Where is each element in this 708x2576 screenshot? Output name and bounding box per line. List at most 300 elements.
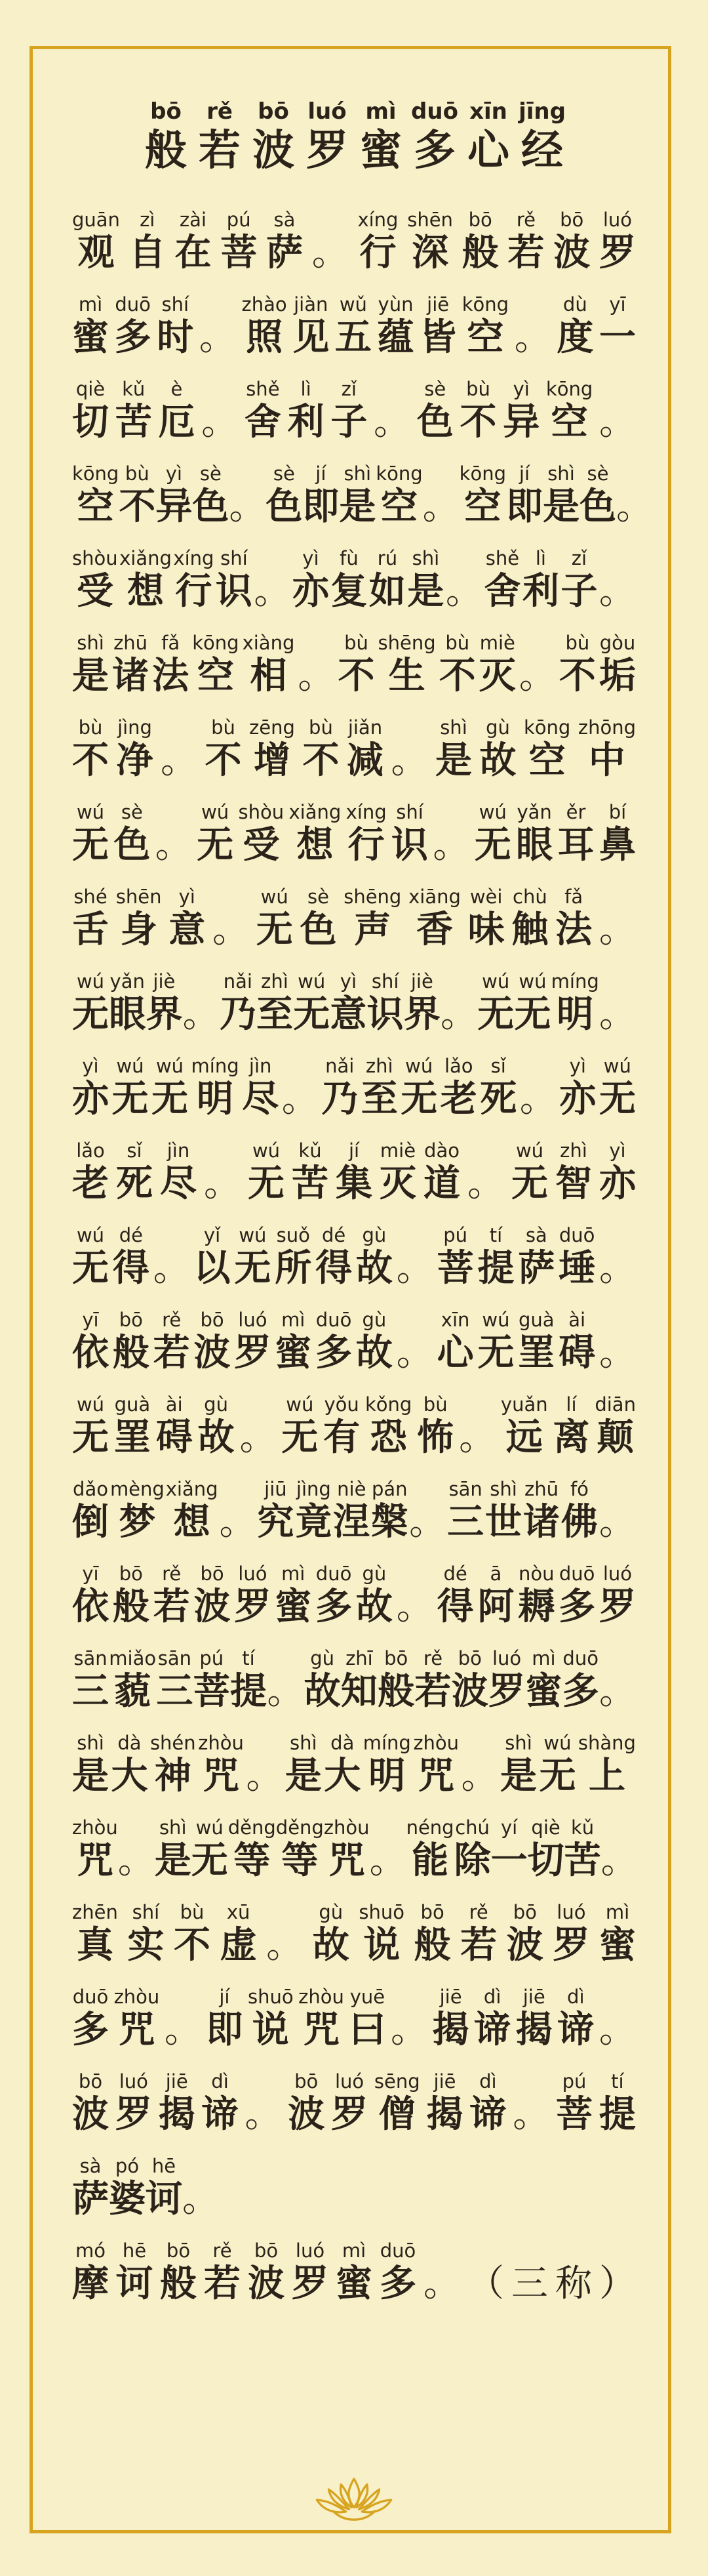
hanzi-cell [599,630,636,697]
hanzi-cell [152,630,189,697]
sutra-line [72,292,636,359]
hanzi-cell [500,1730,537,1797]
pinyin-syllable: bō [200,1563,224,1585]
hanzi-char: 罗 [292,2262,328,2305]
hanzi-char: 三 [511,2262,548,2305]
pinyin-syllable: yǐ [203,1224,221,1246]
hanzi-char: 梦 [119,1501,156,1544]
pinyin-syllable: mì [78,293,103,316]
hanzi-char: 亦 [559,1078,597,1120]
hanzi-char: 故 [355,1332,393,1374]
pinyin-syllable: jiē [439,1986,462,2008]
hanzi-char: 行 [175,570,212,613]
pinyin-syllable: diān [595,1393,636,1416]
hanzi-cell [518,1561,555,1628]
pinyin-syllable: mì [605,1901,630,1923]
hanzi-cell [194,1561,231,1628]
hanzi-cell [111,1730,148,1797]
hanzi-char: 涅 [333,1501,370,1544]
pinyin-syllable: mó [75,2239,106,2262]
hanzi-cell [220,1900,257,1967]
hanzi-cell [599,2238,636,2305]
hanzi-char: 萨 [518,1247,555,1290]
hanzi-char: 神 [154,1755,191,1797]
hanzi-char: 明 [368,1755,406,1797]
pinyin-syllable: shuō [359,1901,405,1923]
pinyin-syllable: bō [420,1901,444,1923]
pinyin-syllable: tí [489,1224,503,1246]
pinyin-syllable [614,1646,620,1671]
pinyin-syllable: wú [298,970,326,992]
hanzi-char: 舍 [484,570,521,613]
sutra-line [72,969,636,1036]
punctuation-cell [266,1900,303,1967]
hanzi-char: 识 [215,570,252,613]
hanzi-cell [204,2238,241,2305]
hanzi-cell [423,1138,460,1205]
hanzi-cell [110,1477,165,1544]
hanzi-cell [551,969,599,1036]
hanzi-cell [599,1561,636,1628]
pinyin-syllable [214,292,220,317]
hanzi-cell [516,800,553,867]
hanzi-char: 灭 [479,655,516,697]
hanzi-char: 若 [507,232,545,274]
hanzi-char: 多 [315,1585,353,1628]
hanzi-cell [578,715,636,782]
hanzi-char: 切 [527,1839,564,1882]
punctuation-cell [599,1307,636,1374]
hanzi-char: 怖 [417,1416,454,1459]
pinyin-syllable: wú [76,1393,105,1416]
hanzi-cell [192,630,239,697]
pinyin-syllable: zhòu [198,1732,244,1754]
sutra-line [72,546,636,613]
pinyin-syllable: wú [603,1055,631,1077]
punctuation-cell [155,800,192,867]
hanzi-cell [193,97,246,176]
pinyin-syllable: zhī [345,1647,373,1669]
hanzi-cell [72,461,119,528]
pinyin-syllable [219,1138,225,1163]
hanzi-cell [168,884,205,951]
hanzi-cell [116,1138,153,1205]
punctuation-cell [515,292,551,359]
hanzi-cell [234,1223,271,1290]
pinyin-syllable: sà [273,209,296,231]
pinyin-syllable: hē [122,2239,147,2262]
hanzi-cell [523,1477,560,1544]
pinyin-syllable: sān [448,1478,482,1500]
pinyin-syllable: jiē [433,2070,456,2093]
hanzi-cell [266,207,303,274]
pinyin-syllable: zhì [261,970,288,992]
pinyin-syllable: kōng [545,378,593,400]
hanzi-char: 意 [330,993,367,1036]
pinyin-syllable: tí [611,2070,624,2093]
hanzi-cell [113,1223,149,1290]
pinyin-syllable: ā [490,1563,502,1585]
hanzi-char: 得 [112,1247,149,1290]
punctuation-cell [459,1392,496,1459]
hanzi-cell [420,292,456,359]
pinyin-syllable: kǔ [570,1816,595,1839]
hanzi-cell [315,1223,352,1290]
hanzi-char: （ [467,2262,504,2305]
hanzi-cell [266,461,302,528]
hanzi-char: 界 [403,993,441,1036]
hanzi-char: 度 [557,316,594,359]
hanzi-char: 咒 [418,1755,455,1797]
sutra-line [72,2154,636,2220]
hanzi-cell [202,2069,239,2136]
pinyin-syllable: dé [321,1224,346,1246]
pinyin-syllable [269,546,275,571]
pinyin-syllable: shì [344,462,372,485]
pinyin-syllable: shēn [115,886,162,908]
hanzi-char: 。 [267,1670,304,1713]
hanzi-cell [242,1053,279,1120]
hanzi-char: 色 [300,909,337,951]
sutra-line [72,1477,636,1544]
pinyin-syllable: sān [73,1647,108,1669]
hanzi-char: 是 [500,1755,537,1797]
hanzi-char: 虚 [220,1924,257,1967]
hanzi-cell [191,1053,239,1120]
hanzi-char: 色 [266,485,303,528]
hanzi-cell [160,1138,197,1205]
pinyin-syllable: jīng [519,98,566,125]
pinyin-syllable: shě [246,378,280,400]
hanzi-cell [72,969,109,1036]
sutra-line [72,461,653,528]
hanzi-cell [72,2238,109,2305]
pinyin-syllable: pú [199,1647,224,1669]
hanzi-cell [578,1730,636,1797]
sutra-line [72,800,636,867]
pinyin-syllable: duō [115,293,151,316]
hanzi-char: 不 [72,739,109,782]
hanzi-cell [243,630,295,697]
hanzi-char: 乃 [219,993,256,1036]
hanzi-cell [407,546,444,613]
hanzi-cell [558,800,595,867]
hanzi-char: 诸 [522,1501,560,1544]
hanzi-cell [330,377,367,443]
punctuation-cell [282,1053,319,1120]
hanzi-char: 揭 [426,2093,463,2136]
sutra-line [72,884,636,951]
pinyin-syllable: sè [307,886,329,908]
hanzi-char: 若 [204,2262,241,2305]
hanzi-cell [295,1477,332,1544]
pinyin-syllable: bù [125,462,149,485]
hanzi-cell [248,1138,285,1205]
hanzi-char: 。 [599,909,636,951]
hanzi-cell [474,1984,511,2051]
hanzi-cell [146,2154,182,2220]
hanzi-char: 死 [116,1162,153,1205]
hanzi-char: 子 [560,570,598,613]
hanzi-char: 。 [391,739,428,782]
hanzi-char: 香 [416,909,453,951]
hanzi-char: 无 [72,824,109,867]
hanzi-cell [302,461,339,528]
hanzi-char: 。 [467,1162,504,1205]
hanzi-char: 是 [435,739,472,782]
pinyin-syllable: jí [315,462,326,485]
hanzi-char: 。 [396,1585,433,1628]
pinyin-syllable: wú [482,970,510,992]
pinyin-syllable: dé [119,1224,143,1246]
punctuation-cell [441,969,477,1036]
pinyin-syllable: mì [281,1309,305,1331]
hanzi-cell [462,97,515,176]
pinyin-syllable: niè [337,1478,366,1500]
hanzi-char: 蕴 [377,316,414,359]
hanzi-char: 般 [378,1670,415,1713]
hanzi-char: 。 [219,1501,256,1544]
pinyin-syllable: kōng [524,716,571,739]
hanzi-char: 般 [112,1332,149,1374]
hanzi-cell [401,1053,437,1120]
hanzi-char: 无 [72,1416,109,1459]
hanzi-char: 。 [396,1332,433,1374]
hanzi-char: 是 [154,1839,191,1882]
hanzi-cell [369,546,406,613]
hanzi-cell [315,1307,352,1374]
hanzi-char: 。 [201,401,239,443]
pinyin-syllable [297,1053,303,1078]
pinyin-syllable: qiè [75,378,106,400]
pinyin-syllable [245,461,250,486]
punctuation-cell [153,1223,190,1290]
hanzi-char: 诃 [116,2262,153,2305]
hanzi-cell [599,800,636,867]
pinyin-syllable: duō [72,1986,109,2008]
hanzi-char: 多 [414,127,456,175]
hanzi-cell [72,715,109,782]
hanzi-char: 舌 [72,909,109,951]
hanzi-cell [357,207,398,274]
hanzi-char: 。 [254,570,291,613]
hanzi-cell [115,2069,152,2136]
hanzi-char: 利 [287,401,324,443]
hanzi-cell [313,1900,349,1967]
hanzi-cell [354,97,408,176]
hanzi-char: 罣 [113,1416,151,1459]
punctuation-cell [616,461,653,528]
hanzi-char: 佛 [560,1501,598,1544]
hanzi-cell [292,2238,328,2305]
pinyin-syllable: rě [423,1647,443,1669]
pinyin-syllable: duō [380,2239,416,2262]
sutra-line [72,1392,636,1459]
hanzi-cell [72,2154,109,2220]
hanzi-cell [116,2238,153,2305]
punctuation-cell [599,377,636,443]
pinyin-syllable: mì [281,1563,305,1585]
hanzi-cell [559,630,596,697]
pinyin-syllable: duō [562,1647,599,1669]
hanzi-cell [246,97,300,176]
hanzi-char: 罗 [599,232,636,274]
hanzi-char: 菩 [437,1247,474,1290]
hanzi-char: 无 [514,993,551,1036]
hanzi-cell [72,207,120,274]
hanzi-cell [439,630,476,697]
hanzi-char: 倒 [72,1501,109,1544]
pinyin-syllable [448,800,454,825]
hanzi-char: 想 [296,824,334,867]
hanzi-cell [275,1307,311,1374]
hanzi-char: 。 [459,1416,496,1459]
pinyin-syllable [526,2238,532,2263]
hanzi-char: 。 [311,232,349,274]
pinyin-syllable: shí [161,293,189,316]
hanzi-char: 触 [511,909,549,951]
pinyin-syllable: luó [602,209,633,231]
hanzi-cell [194,1307,231,1374]
hanzi-cell [546,377,593,443]
pinyin-syllable: lì [300,378,311,400]
hanzi-cell [338,630,374,697]
sutra-line [72,2069,636,2136]
hanzi-cell [193,1646,230,1713]
pinyin-syllable [534,630,540,655]
hanzi-cell [157,292,193,359]
hanzi-char: 明 [557,993,594,1036]
hanzi-char: 苦 [564,1839,601,1882]
hanzi-char: 波 [193,1332,231,1374]
hanzi-char: 若 [199,127,241,175]
hanzi-char: 罗 [306,127,348,175]
pinyin-syllable: dì [483,1986,502,2008]
hanzi-char: 色 [113,824,151,867]
hanzi-cell [518,1307,555,1374]
pinyin-syllable: mì [532,1647,556,1669]
hanzi-char: 僧 [378,2093,416,2136]
hanzi-char: 。 [369,1839,406,1882]
hanzi-cell [378,1646,414,1713]
pinyin-syllable: fù [340,547,359,569]
pinyin-syllable: dì [211,2070,229,2093]
pinyin-syllable: dì [479,2070,497,2093]
hanzi-char: 想 [173,1501,210,1544]
hanzi-cell [117,715,153,782]
punctuation-cell [397,1307,433,1374]
hanzi-char: 能 [412,1839,449,1882]
hanzi-char: 亦 [72,1078,109,1120]
pinyin-syllable: yì [569,1055,586,1077]
hanzi-cell [205,715,242,782]
hanzi-cell [452,1646,488,1713]
hanzi-char: 罗 [234,1332,271,1374]
hanzi-cell [72,630,109,697]
pinyin-syllable [197,2154,203,2178]
hanzi-cell [216,546,252,613]
hanzi-cell [599,2069,636,2136]
hanzi-char: 利 [522,570,559,613]
hanzi-cell [248,2238,285,2305]
hanzi-char: 死 [480,1078,517,1120]
pinyin-syllable: sān [157,1647,192,1669]
hanzi-cell [507,1900,543,1967]
hanzi-cell [119,461,155,528]
pinyin-syllable [412,1561,418,1586]
hanzi-char: 。 [599,1332,636,1374]
hanzi-cell [503,377,540,443]
hanzi-char: 故 [355,1585,393,1628]
pinyin-syllable: xiǎng [165,1478,218,1500]
hanzi-cell [356,1307,393,1374]
hanzi-char: 。 [422,485,460,528]
hanzi-cell [194,1223,231,1290]
hanzi-char: 色 [579,485,616,528]
hanzi-char: 罗 [115,2093,152,2136]
hanzi-char: 眼 [109,993,146,1036]
hanzi-cell [302,715,339,782]
hanzi-cell [467,2238,504,2305]
pinyin-syllable [570,2238,576,2263]
pinyin-syllable: rě [206,98,233,125]
pinyin-syllable: rě [212,2239,232,2262]
pinyin-syllable: bō [384,1647,408,1669]
hanzi-char: 不 [302,739,340,782]
hanzi-cell [146,969,182,1036]
pinyin-syllable: dì [567,1986,585,2008]
hanzi-cell [72,1730,109,1797]
hanzi-char: 无 [281,1416,319,1459]
punctuation-cell [599,1477,636,1544]
hanzi-char: 心 [467,127,509,175]
pinyin-syllable: nòu [519,1563,555,1585]
pinyin-syllable: bō [254,2239,279,2262]
hanzi-char: 至 [361,1078,398,1120]
pinyin-syllable [614,884,620,909]
pinyin-syllable: shēng [344,886,402,908]
pinyin-syllable [176,715,182,740]
pinyin-syllable: yì [82,1055,99,1077]
pinyin-syllable [412,1223,418,1248]
pinyin-syllable: yī [82,1309,99,1331]
hanzi-cell [112,1053,149,1120]
hanzi-char: 故 [312,1924,349,1967]
hanzi-cell [298,1984,344,2051]
sutra-line [72,207,636,274]
hanzi-char: 。 [245,2093,282,2136]
hanzi-char: 如 [368,570,406,613]
pinyin-syllable: gù [486,716,510,739]
hanzi-cell [378,292,414,359]
hanzi-char: 受 [76,570,113,613]
hanzi-cell [595,1392,636,1459]
hanzi-char: 提 [599,2093,636,2136]
punctuation-cell [245,2069,281,2136]
pinyin-syllable: zǐ [341,378,357,400]
hanzi-cell [488,1646,525,1713]
sutra-line [72,1138,636,1205]
pinyin-syllable: wú [405,1055,433,1077]
punctuation-cell [312,207,349,274]
punctuation-cell [599,969,636,1036]
sutra-line [72,1730,636,1797]
hanzi-char: 即 [302,485,340,528]
hanzi-cell [72,1307,109,1374]
sutra-lines [72,207,653,2305]
hanzi-cell [300,884,336,951]
pinyin-syllable [235,1477,241,1502]
